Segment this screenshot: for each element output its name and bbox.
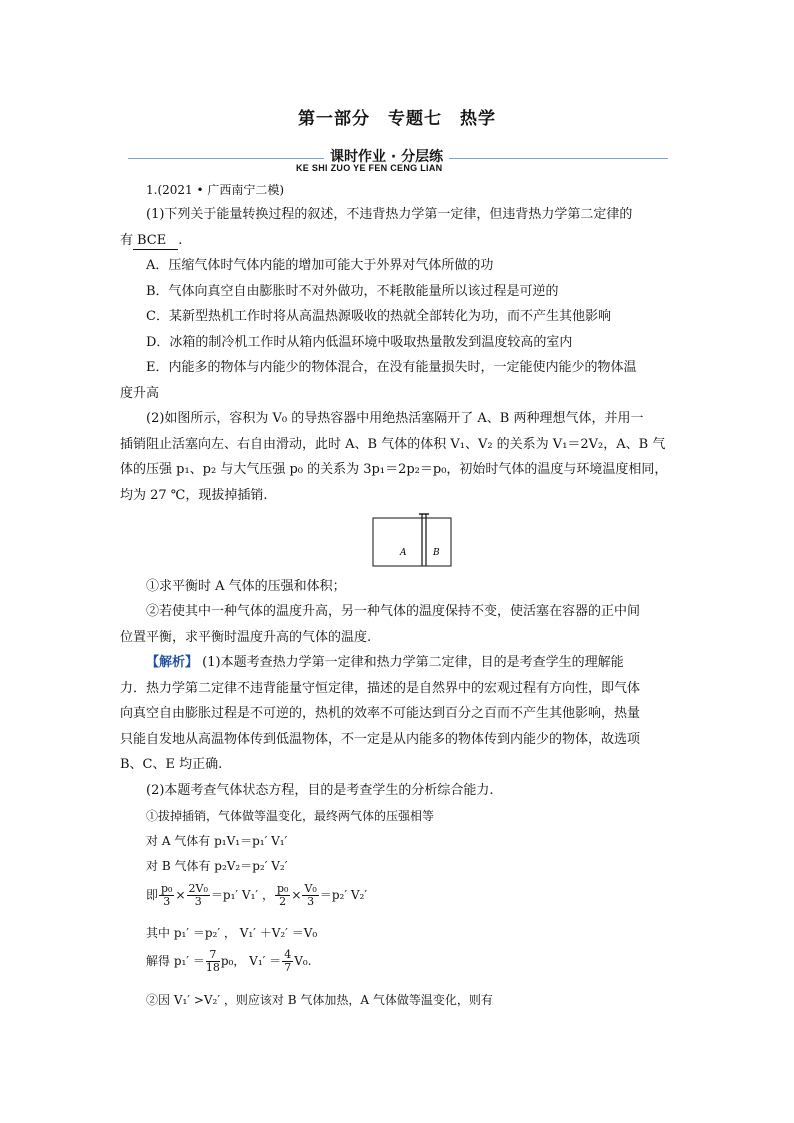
part1-answer: BCE bbox=[133, 233, 178, 250]
option-b: B．气体向真空自由膨胀时不对外做功，不耗散能量所以该过程是可逆的 bbox=[146, 284, 559, 299]
frac-num: 4 bbox=[284, 948, 292, 961]
times-sign: × bbox=[175, 888, 186, 902]
option-c: C．某新型热机工作时将从高温热源吸收的热就全部转化为功，而不产生其他影响 bbox=[146, 309, 611, 324]
analysis-p1-line4: 只能自发地从高温物体传到低温物体，不一定是从内能多的物体传到内能少的物体，故选项 bbox=[120, 732, 641, 747]
eq-c-mid: ＝p₁′ V₁′ ， bbox=[210, 888, 274, 902]
eq-e-pre: 解得 p₁′ ＝ bbox=[146, 954, 205, 968]
option-e: E．内能多的物体与内能少的物体混合，在没有能量损失时，一定能使内能少的物体温 bbox=[146, 360, 637, 375]
analysis-p1-line5: B、C、E 均正确. bbox=[120, 757, 223, 772]
analysis-p2: (2)本题考查气体状态方程，目的是考查学生的分析综合能力. bbox=[146, 783, 494, 798]
fraction-p0-over-2 bbox=[275, 883, 290, 908]
option-a: A．压缩气体时气体内能的增加可能大于外界对气体所做的功 bbox=[146, 258, 494, 273]
analysis-step1: ①拔掉插销，气体做等温变化，最终两气体的压强相等 bbox=[146, 809, 435, 823]
analysis-tag: 【解析】 bbox=[146, 655, 199, 670]
part1-intro-pre: 有 bbox=[120, 233, 134, 248]
fraction-7-over-18 bbox=[206, 949, 220, 974]
analysis-line1 bbox=[146, 655, 624, 671]
container-outline bbox=[373, 518, 451, 566]
container-figure bbox=[370, 512, 454, 570]
part2-line4: 均为 27 ℃，现拔掉插销. bbox=[120, 488, 268, 503]
figure-label-b: B bbox=[433, 548, 440, 558]
banner-label: 课时作业 · 分层练 bbox=[324, 146, 449, 166]
times-sign: × bbox=[291, 888, 302, 902]
part2-line1: (2)如图所示，容积为 V₀ 的导热容器中用绝热活塞隔开了 A、B 两种理想气体，并用一 bbox=[146, 411, 644, 426]
frac-den: 3 bbox=[194, 895, 202, 908]
eq-e-end: V₀. bbox=[294, 954, 312, 968]
fraction-v0-over-3 bbox=[302, 883, 318, 908]
eq-c-pre: 即 bbox=[146, 888, 159, 902]
equation-c bbox=[146, 880, 367, 910]
sub-question-1: ①求平衡时 A 气体的压强和体积； bbox=[146, 579, 346, 594]
option-d: D．冰箱的制冷机工作时从箱内低温环境中吸取热量散发到温度较高的室内 bbox=[146, 335, 573, 350]
section-banner bbox=[128, 146, 668, 174]
part1-intro-post: . bbox=[178, 233, 183, 248]
equation-a: 对 A 气体有 p₁V₁＝p₁′ V₁′ bbox=[146, 834, 288, 848]
frac-num: 2V₀ bbox=[188, 882, 208, 895]
sub-question-2-cont: 位置平衡，求平衡时温度升高的气体的温度. bbox=[120, 630, 372, 645]
frac-den: 3 bbox=[307, 895, 315, 908]
frac-num: p₀ bbox=[276, 882, 289, 895]
question-source: 1.(2021 • 广西南宁二模) bbox=[146, 183, 285, 197]
frac-den: 18 bbox=[205, 961, 220, 974]
frac-num: p₀ bbox=[161, 882, 173, 895]
part2-line2: 插销阻止活塞向左、右自由滑动，此时 A、B 气体的体积 V₁、V₂ 的关系为 V₁＝2V₂，A、B 气 bbox=[120, 437, 666, 452]
frac-den: 2 bbox=[279, 895, 287, 908]
page-title: 第一部分 专题七 热学 bbox=[298, 109, 496, 129]
part1-intro-line2 bbox=[120, 233, 182, 250]
fraction-p0-over-3 bbox=[159, 883, 174, 908]
analysis-p1-line3: 向真空自由膨胀过程是不可逆的，热机的效率不可能达到百分之百而不产生其他影响，热量 bbox=[120, 706, 641, 721]
part2-line3: 体的压强 p₁、p₂ 与大气压强 p₀ 的关系为 3p₁＝2p₂＝p₀，初始时气体的温度与环境温度相同， bbox=[120, 462, 668, 477]
frac-den: 7 bbox=[284, 961, 292, 974]
fraction-2v0-over-3 bbox=[187, 883, 210, 908]
analysis-p1-line2: 力．热力学第二定律不违背能量守恒定律，描述的是自然界中的宏观过程有方向性，即气体 bbox=[120, 681, 641, 696]
fraction-4-over-7 bbox=[282, 949, 293, 974]
analysis-step2: ②因 V₁′ >V₂′ ，则应该对 B 气体加热，A 气体做等温变化，则有 bbox=[146, 993, 493, 1007]
figure-label-a: A bbox=[400, 548, 407, 558]
eq-c-end: ＝p₂′ V₂′ bbox=[319, 888, 368, 902]
analysis-p1-line1: (1)本题考查热力学第一定律和热力学第二定律，目的是考查学生的理解能 bbox=[202, 655, 624, 670]
option-e-cont: 度升高 bbox=[120, 386, 160, 401]
equation-b: 对 B 气体有 p₂V₂＝p₂′ V₂′ bbox=[146, 859, 288, 873]
frac-num: V₀ bbox=[304, 882, 317, 895]
frac-num: 7 bbox=[206, 949, 220, 962]
eq-e-mid: p₀， V₁′ ＝ bbox=[220, 954, 282, 968]
equation-d: 其中 p₁′ ＝p₂′ ， V₁′ ＋V₂′ ＝V₀ bbox=[146, 926, 318, 940]
banner-subtitle: KE SHI ZUO YE FEN CENG LIAN bbox=[296, 163, 443, 173]
part1-intro-line1: (1)下列关于能量转换过程的叙述，不违背热力学第一定律，但违背热力学第二定律的 bbox=[146, 207, 633, 222]
sub-question-2: ②若使其中一种气体的温度升高，另一种气体的温度保持不变，使活塞在容器的正中间 bbox=[146, 604, 641, 619]
frac-den: 3 bbox=[163, 895, 171, 908]
equation-e bbox=[146, 946, 311, 976]
